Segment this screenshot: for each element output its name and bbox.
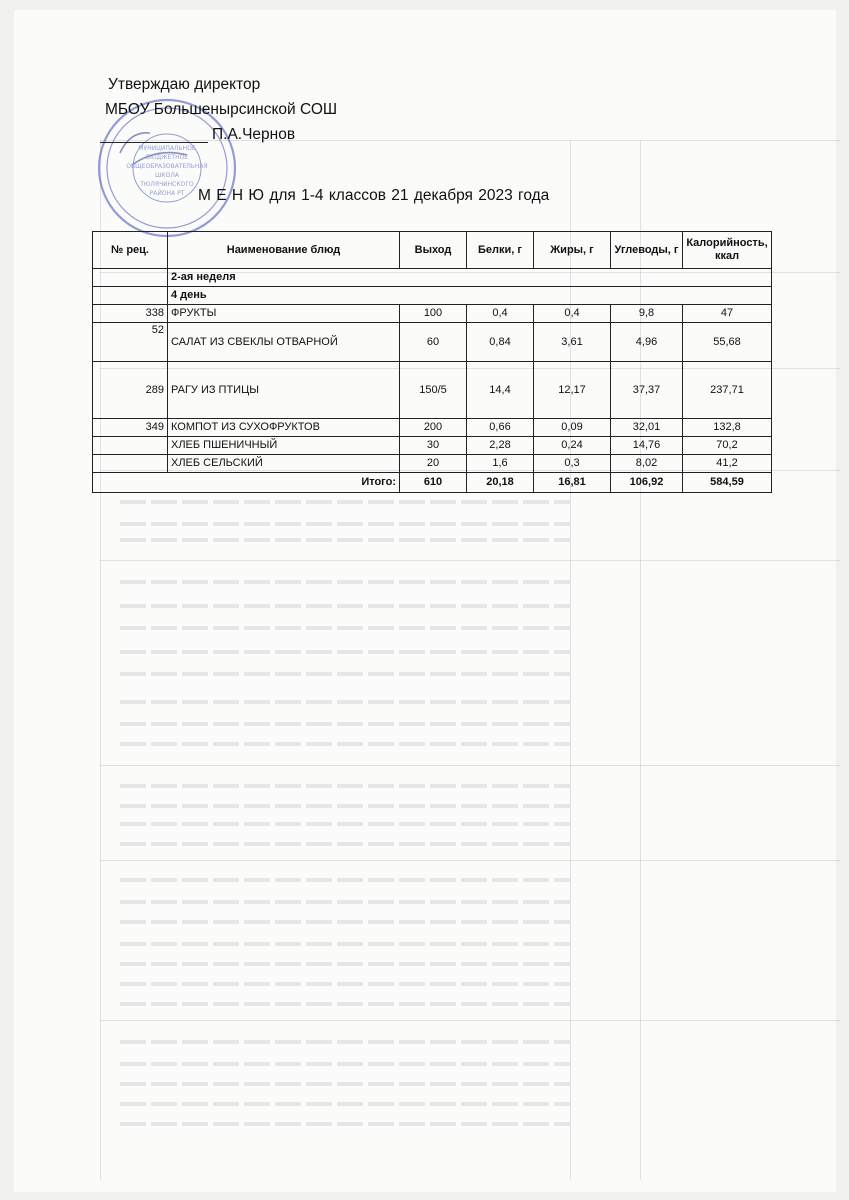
total-protein: 20,18 xyxy=(467,473,534,493)
day-label: 4 день xyxy=(168,287,772,305)
total-kcal: 584,59 xyxy=(683,473,772,493)
dish-protein: 1,6 xyxy=(467,455,534,473)
seal-line-4: ШКОЛА xyxy=(154,172,180,179)
header-carbs: Углеводы, г xyxy=(611,232,683,269)
total-row xyxy=(93,473,772,493)
dish-output: 100 xyxy=(400,305,467,323)
dish-name: КОМПОТ ИЗ СУХОФРУКТОВ xyxy=(168,419,400,437)
school-name: МБОУ Большенырсинской СОШ xyxy=(105,101,338,118)
dish-carbs: 8,02 xyxy=(611,455,683,473)
header-rec: № рец. xyxy=(93,232,168,269)
dish-kcal: 55,68 xyxy=(683,323,772,362)
table-row xyxy=(93,323,772,362)
seal-line-1: МУНИЦИПАЛЬНОЕ xyxy=(138,145,196,152)
total-output: 610 xyxy=(400,473,467,493)
dish-fat: 0,3 xyxy=(534,455,611,473)
dish-protein: 14,4 xyxy=(467,362,534,419)
dish-kcal: 70,2 xyxy=(683,437,772,455)
dish-protein: 2,28 xyxy=(467,437,534,455)
dish-kcal: 41,2 xyxy=(683,455,772,473)
total-carbs: 106,92 xyxy=(611,473,683,493)
dish-name: ХЛЕБ СЕЛЬСКИЙ xyxy=(168,455,400,473)
dish-carbs: 14,76 xyxy=(611,437,683,455)
dish-output: 30 xyxy=(400,437,467,455)
dish-name: ХЛЕБ ПШЕНИЧНЫЙ xyxy=(168,437,400,455)
dish-fat: 3,61 xyxy=(534,323,611,362)
table-header-row xyxy=(93,232,772,269)
dish-output: 150/5 xyxy=(400,362,467,419)
rec-number: 289 xyxy=(93,362,168,419)
seal-line-3: ОБЩЕОБРАЗОВАТЕЛЬНАЯ xyxy=(126,163,208,170)
dish-carbs: 9,8 xyxy=(611,305,683,323)
week-row xyxy=(93,269,772,287)
dish-output: 60 xyxy=(400,323,467,362)
dish-protein: 0,84 xyxy=(467,323,534,362)
table-row xyxy=(93,305,772,323)
header-fat: Жиры, г xyxy=(534,232,611,269)
dish-output: 20 xyxy=(400,455,467,473)
table-row xyxy=(93,362,772,419)
rec-number: 349 xyxy=(93,419,168,437)
dish-protein: 0,66 xyxy=(467,419,534,437)
dish-output: 200 xyxy=(400,419,467,437)
seal-line-5: ТЮЛЯЧИНСКОГО xyxy=(140,181,194,188)
rec-number: 52 xyxy=(93,323,168,362)
dish-fat: 0,4 xyxy=(534,305,611,323)
dish-carbs: 4,96 xyxy=(611,323,683,362)
header-output: Выход xyxy=(400,232,467,269)
seal-line-6: РАЙОНА РТ xyxy=(149,190,185,197)
week-label: 2-ая неделя xyxy=(168,269,772,287)
dish-protein: 0,4 xyxy=(467,305,534,323)
day-row xyxy=(93,287,772,305)
total-label: Итого: xyxy=(93,473,400,493)
menu-table xyxy=(92,231,772,493)
signature-line xyxy=(100,142,208,143)
day-row-blank xyxy=(93,287,168,305)
dish-kcal: 237,71 xyxy=(683,362,772,419)
dish-name: САЛАТ ИЗ СВЕКЛЫ ОТВАРНОЙ xyxy=(168,323,400,362)
header-kcal: Калорийность, ккал xyxy=(683,232,772,269)
menu-title: М Е Н Ю для 1-4 классов 21 декабря 2023 года xyxy=(198,187,550,204)
table-row xyxy=(93,455,772,473)
week-row-blank xyxy=(93,269,168,287)
header-name: Наименование блюд xyxy=(168,232,400,269)
dish-name: РАГУ ИЗ ПТИЦЫ xyxy=(168,362,400,419)
dish-fat: 0,09 xyxy=(534,419,611,437)
director-name: П.А.Чернов xyxy=(212,126,296,143)
dish-kcal: 132,8 xyxy=(683,419,772,437)
dish-fat: 0,24 xyxy=(534,437,611,455)
rec-number xyxy=(93,455,168,473)
total-fat: 16,81 xyxy=(534,473,611,493)
table-row xyxy=(93,437,772,455)
seal-line-2: БЮДЖЕТНОЕ xyxy=(145,154,189,161)
dish-carbs: 37,37 xyxy=(611,362,683,419)
dish-name: ФРУКТЫ xyxy=(168,305,400,323)
dish-fat: 12,17 xyxy=(534,362,611,419)
header-protein: Белки, г xyxy=(467,232,534,269)
rec-number xyxy=(93,437,168,455)
approval-heading: Утверждаю директор xyxy=(108,76,261,93)
rec-number: 338 xyxy=(93,305,168,323)
table-row xyxy=(93,419,772,437)
dish-carbs: 32,01 xyxy=(611,419,683,437)
dish-kcal: 47 xyxy=(683,305,772,323)
